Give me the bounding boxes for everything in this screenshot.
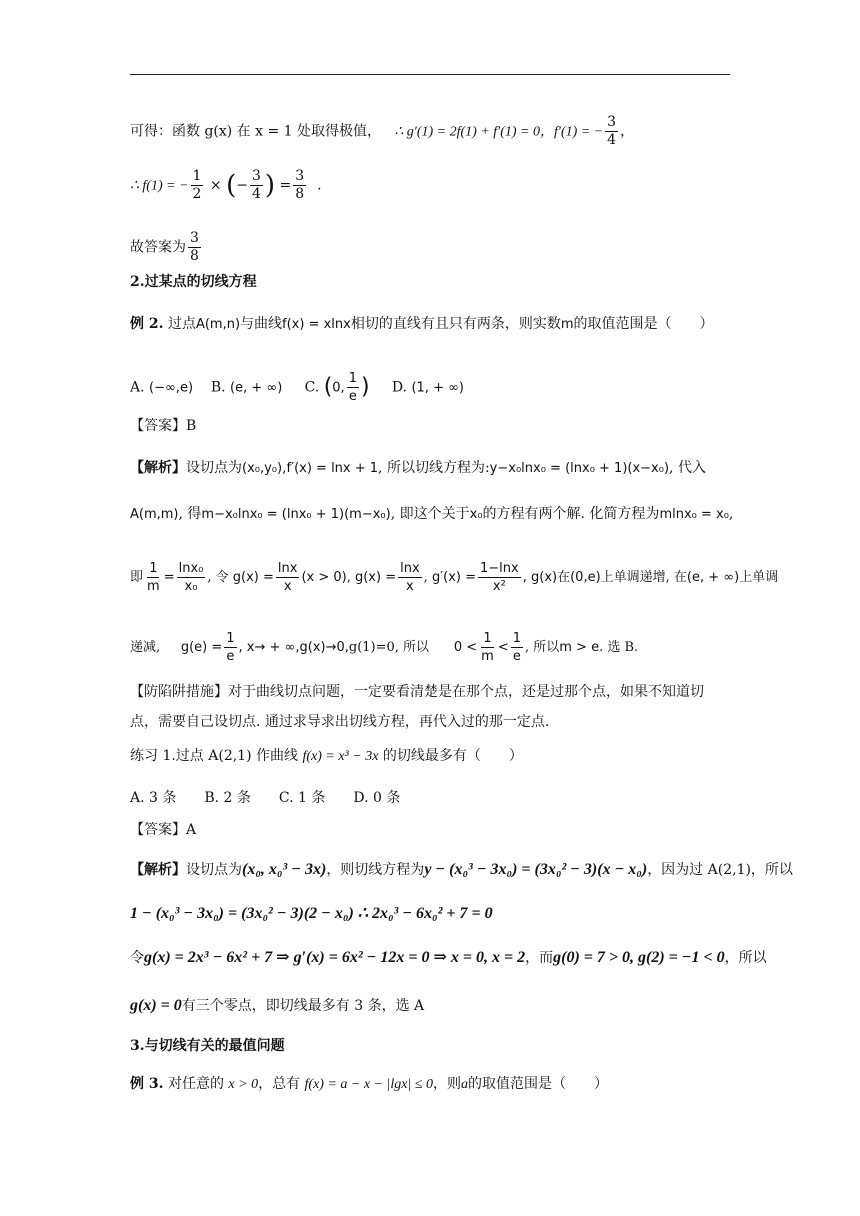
solution-1-line-4: g(x) = 0有三个零点，即切线最多有 3 条，选 A — [130, 997, 425, 1014]
solution-2-line-1: 【解析】设切点为(x₀,y₀),f′(x) = lnx + 1, 所以切线方程为:y−x₀lnx₀ = (lnx₀ + 1)(x−x₀), 代入 — [130, 460, 706, 476]
options-example-2: A. (−∞,e) B. (e, + ∞) C. (0, $\frac{1}{e}$ ) D. (1, + ∞) — [130, 371, 465, 404]
text-line-2: ∴ f(1) = − $\frac{1}{2}$ × (− $\frac{3}{4}$ ) = $\frac{3}{8}$ . — [130, 168, 322, 202]
answer-exercise-1: 【答案】A — [130, 822, 197, 838]
example-2: 例 2. 过点A(m,n)与曲线f(x) = xlnx相切的直线有且只有两条，则实数m的取值范围是（ ） — [130, 316, 714, 332]
fraction: $\frac{\ln x}{x}$ — [400, 561, 420, 594]
math-expr: ∴ f(1) = − — [130, 178, 189, 194]
solution-1-line-2: 1 − (x₀³ − 3x₀) = (3x₀² − 3)(2 − x₀) ∴ 2x₀³ − 6x₀² + 7 = 0 — [130, 905, 493, 922]
trap-note-line-2: 点，需要自己设切点. 通过求导求出切线方程，再代入过的那一定点. — [130, 714, 550, 730]
fraction: $\frac{1}{m}$ — [481, 631, 494, 664]
text-line-1: 可得：函数 g(x) 在 x = 1 处取得极值， ∴ g′(1) = 2f(1) + f′(1) = 0，f′(1) = − $\frac{3}{4}$ ， — [130, 114, 635, 148]
solution-2-line-3: 即 $\frac{1}{m}$ = $\frac{\text{lnx₀}}{\text{x₀}}$ , 令 g(x) = $\frac{\ln x}{x}$ (x > 0), g(x) = $\frac{\ln x}{x}$ , g′(x) = $\frac{1-\ln x}{\text{x²}}$ , g(x)在(0,e)上单调递增, 在(e, + ∞)上单调 — [130, 561, 779, 594]
options-exercise-1: A. 3 条 B. 2 条 C. 1 条 D. 0 条 — [130, 790, 401, 806]
solution-1-line-3: 令g(x) = 2x³ − 6x² + 7 ⇒ g′(x) = 6x² − 12x = 0 ⇒ x = 0, x = 2，而g(0) = 7 > 0, g(2) = −1 < 0，所以 — [130, 949, 767, 966]
fraction: $\frac{\ln x}{x}$ — [277, 561, 298, 594]
answer-example-2: 【答案】B — [130, 418, 197, 434]
fraction: $\frac{1}{m}$ — [147, 561, 160, 594]
fraction: $\frac{3}{8}$ — [295, 168, 305, 202]
solution-2-line-4: 递减, g(e) = $\frac{1}{e}$ , x→ + ∞,g(x)→0,g(1)=0, 所以 0 < $\frac{1}{m}$ < $\frac{1}{e}$ , 所以m > e. 选 B. — [130, 631, 639, 664]
math-expr: ∴ g′(1) = 2f(1) + f′(1) = 0，f′(1) = − — [394, 124, 604, 140]
fraction: $\frac{3}{4}$ — [251, 168, 261, 202]
trap-note-line-1: 【防陷阱措施】对于曲线切点问题，一定要看清楚是在那个点，还是过那个点，如果不知道切 — [130, 684, 704, 700]
fraction: $\frac{1}{e}$ — [226, 631, 235, 664]
header-rule — [130, 74, 730, 75]
section-heading-3: 3.与切线有关的最值问题 — [130, 1038, 285, 1054]
fraction: $\frac{1-\ln x}{\text{x²}}$ — [480, 561, 519, 594]
fraction: $\frac{3}{4}$ — [607, 114, 617, 148]
section-heading-2: 2.过某点的切线方程 — [130, 274, 257, 290]
example-3: 例 3. 对任意的 x > 0，总有 f(x) = a − x − |lgx| ≤ 0，则a的取值范围是（ ） — [130, 1076, 608, 1092]
solution-1-line-1: 【解析】设切点为(x₀, x₀³ − 3x)，则切线方程为y − (x₀³ − 3x₀) = (3x₀² − 3)(x − x₀)，因为过 A(2,1)，所以 — [130, 861, 793, 878]
fraction: $\frac{1}{e}$ — [512, 631, 521, 664]
fraction: $\frac{1}{2}$ — [192, 168, 202, 202]
fraction: $\frac{\text{lnx₀}}{\text{x₀}}$ — [178, 561, 204, 594]
exercise-1: 练习 1.过点 A(2,1) 作曲线 f(x) = x³ − 3x 的切线最多有（ ） — [130, 748, 523, 764]
answer-line: 故答案为 $\frac{3}{8}$ — [130, 230, 199, 264]
text: 可得：函数 g(x) 在 x = 1 处取得极值， — [130, 123, 382, 140]
fraction: $\frac{3}{8}$ — [190, 230, 199, 264]
fraction: $\frac{1}{e}$ — [348, 371, 357, 404]
solution-2-line-2: A(m,m), 得m−x₀lnx₀ = (lnx₀ + 1)(m−x₀), 即这个关于x₀的方程有两个解. 化简方程为mlnx₀ = x₀, — [130, 506, 734, 522]
